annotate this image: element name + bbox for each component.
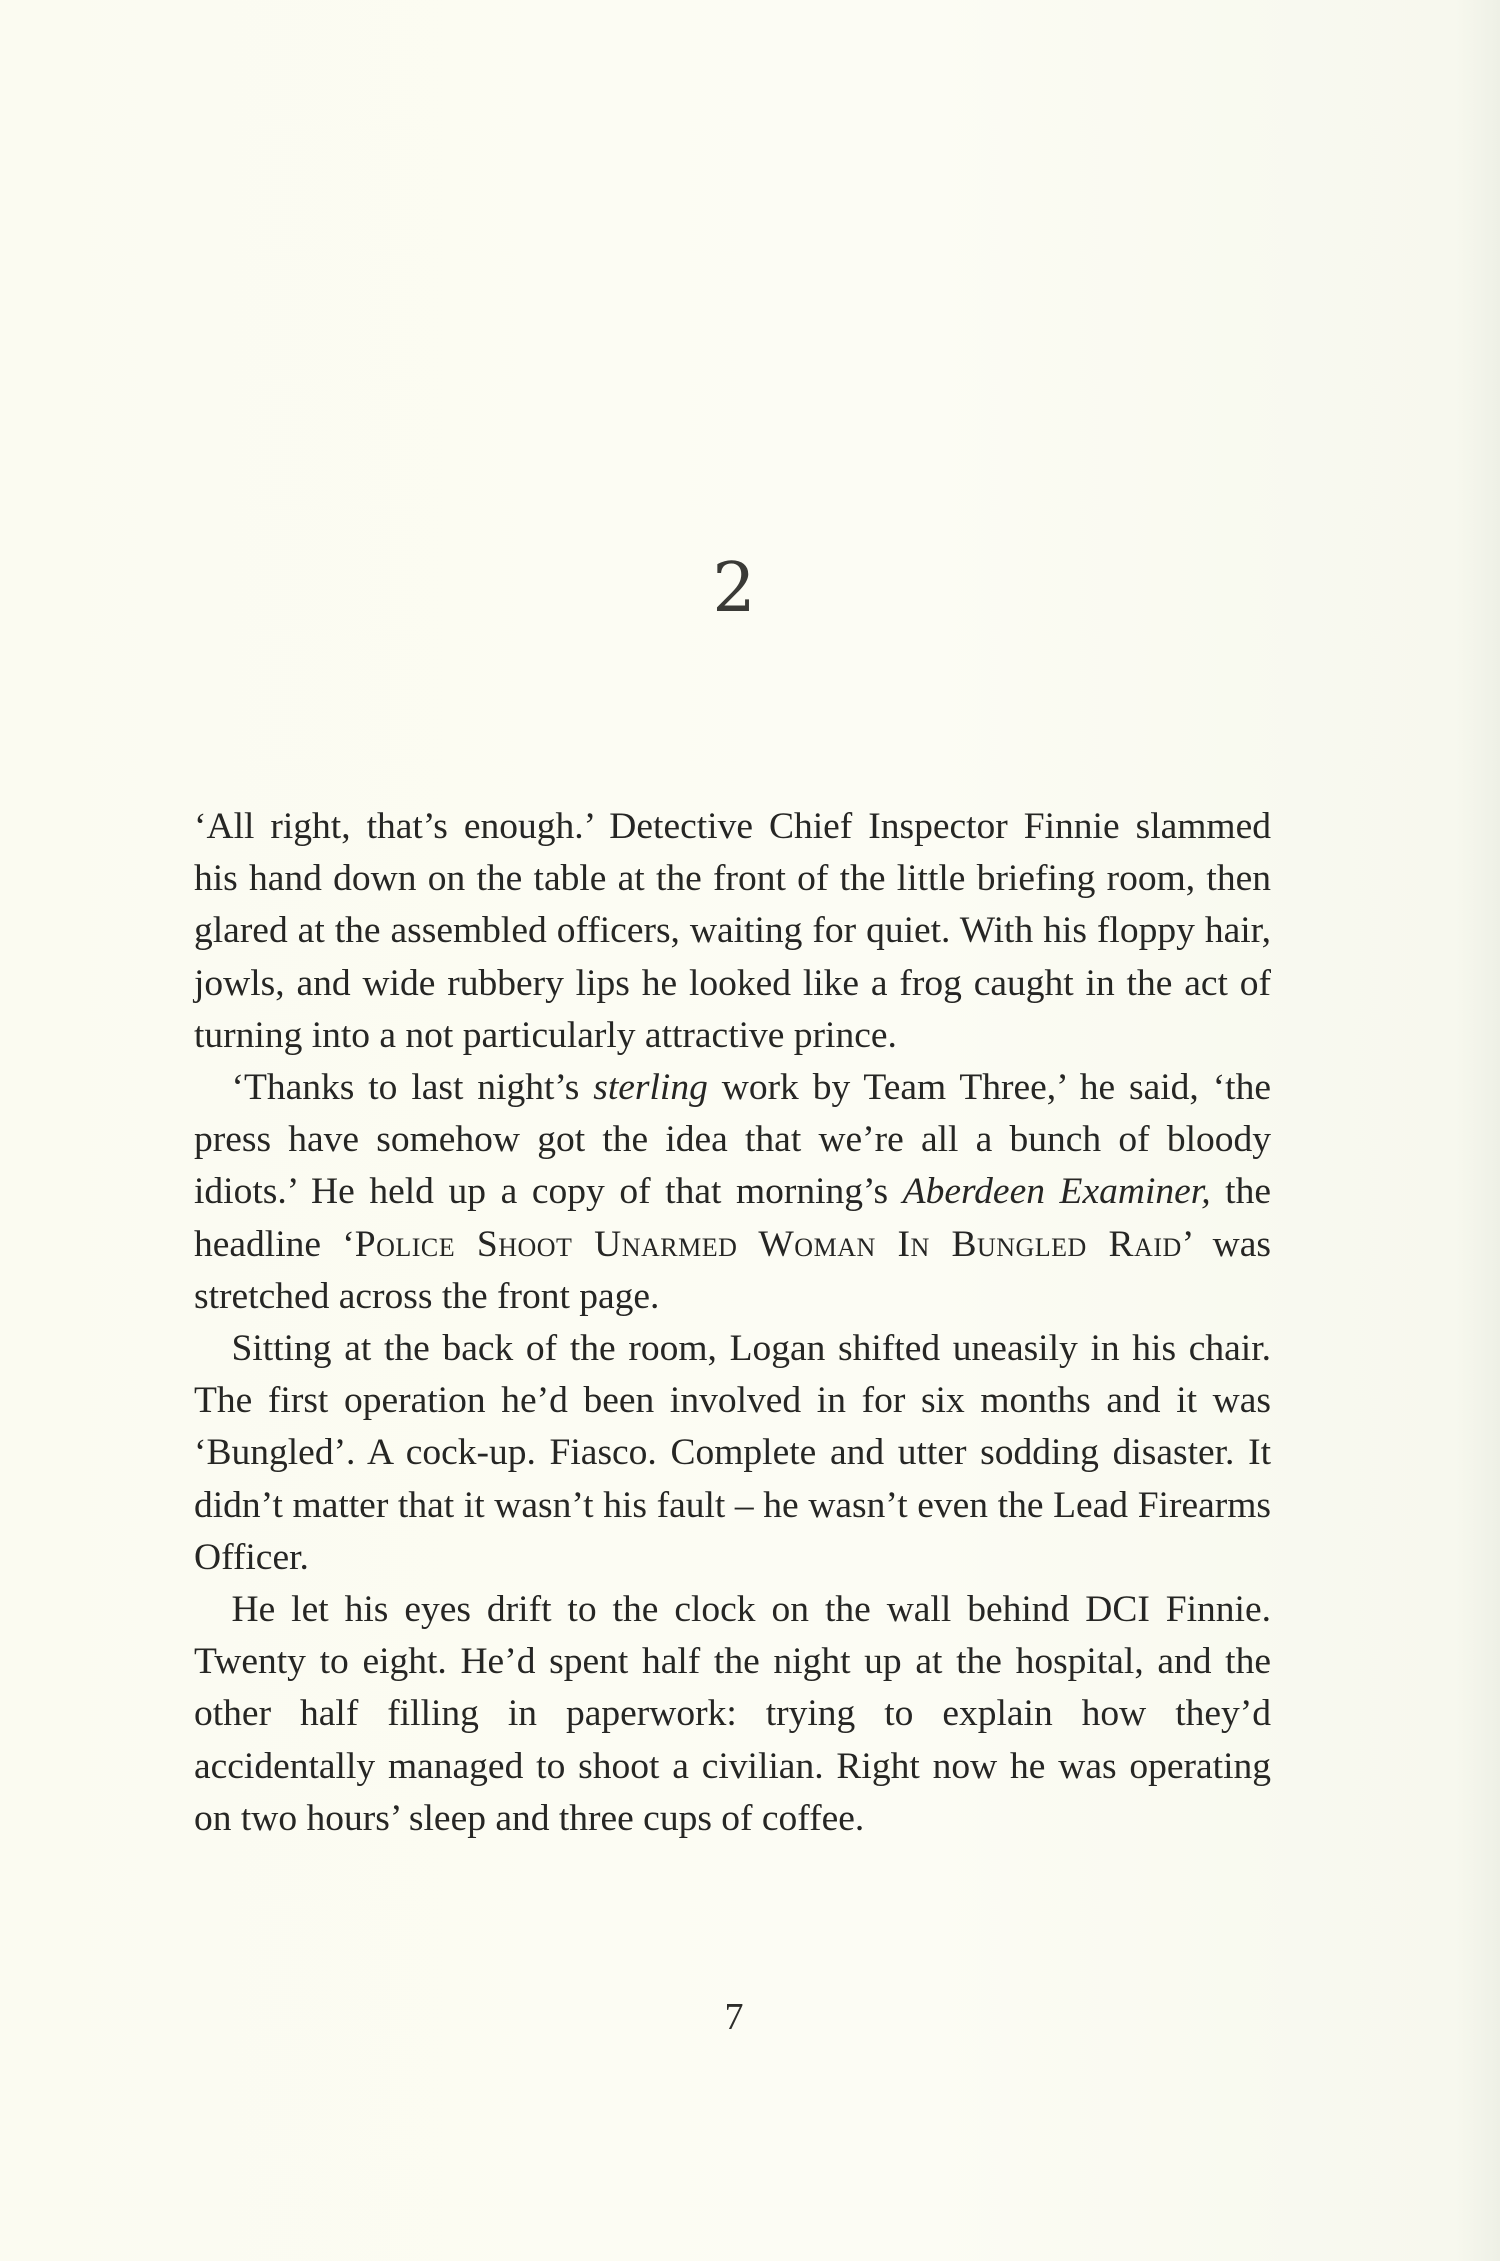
paragraph-2-part-4: ’ was stretched across the front page.	[194, 1223, 1272, 1317]
emphasis-sterling: sterling	[593, 1067, 708, 1109]
paragraph-4	[194, 1584, 1271, 1845]
chapter-number: 2	[712, 549, 756, 628]
paragraph-2-part-1: ‘Thanks to last night’s	[231, 1067, 594, 1109]
newspaper-headline: Police Shoot Unarmed Woman In Bungled Raid	[354, 1223, 1182, 1265]
paragraph-4-text: He let his eyes drift to the clock on the wall behind DCI Finnie. Twenty to eight. He’d spent half the night up at the hospital, and the other half filling in paperwork: trying to explain how they’d accidentally managed to shoot a civilian. Right now he was operating on two hours’ sleep and three cups of coffee.	[194, 1589, 1271, 1839]
body-text	[194, 801, 1271, 1845]
paragraph-3-text: Sitting at the back of the room, Logan shifted uneasily in his chair. The first operation he’d been involved in for six months and it was ‘Bungled’. A cock-up. Fiasco. Complete and utter sodding disaster. It didn’t matter that it wasn’t his fault – he wasn’t even the Lead Firearms Officer.	[194, 1328, 1271, 1578]
paragraph-2-part-2: work by Team Three,’ he said, ‘the press have somehow got the idea that we’re all a bunch of bloody idiots.’ He held up a copy of that morning’s	[194, 1067, 1271, 1213]
newspaper-title: Aberdeen Examiner,	[902, 1171, 1211, 1213]
paragraph-1: ‘All right, that’s enough.’ Detective Chief Inspector Finnie slammed his hand down on the table at the front of the little briefing room, then glared at the assembled officers, waiting for quiet. With his floppy hair, jowls, and wide rubbery lips he looked like a frog caught in the act of turning into a not particularly attractive prince.	[194, 806, 1271, 1056]
paragraph-2-part-3: the headline ‘	[194, 1171, 1271, 1265]
paragraph-3	[194, 1323, 1271, 1584]
paragraph-2	[194, 1062, 1271, 1323]
page-number: 7	[724, 1996, 744, 2038]
